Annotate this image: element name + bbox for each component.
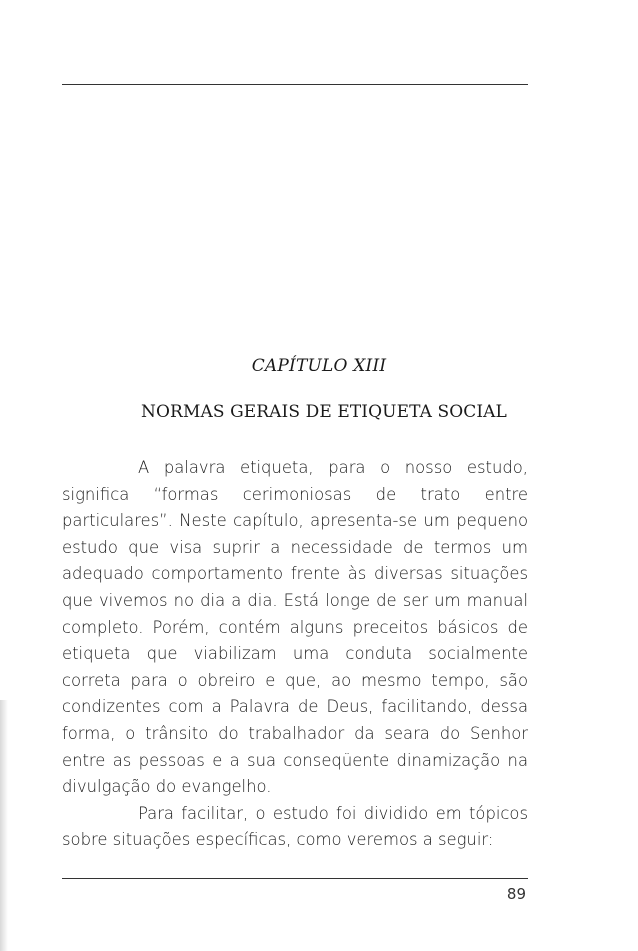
footer-rule — [62, 878, 528, 879]
page-number: 89 — [506, 885, 526, 903]
page-edge-shadow — [0, 700, 8, 951]
chapter-label: CAPÍTULO XIII — [251, 356, 387, 376]
chapter-title: NORMAS GERAIS DE ETIQUETA SOCIAL — [141, 402, 507, 422]
paragraph-topics: Para facilitar, o estudo foi dividido em tópicos sobre situações específicas, como veremos a seguir: — [62, 803, 528, 850]
body-text — [62, 455, 528, 854]
header-rule — [62, 84, 528, 85]
paragraph-intro: A palavra etiqueta, para o nosso estudo, significa “formas cerimoniosas de trato entre particulares”. Neste capítulo, apresenta-se um pequeno estudo que visa suprir a necessidade de termos um adequado comportamento frente às diversas situações que vivemos no dia a dia. Está longe de ser um manual completo. Porém, contém alguns preceitos básicos de etiqueta que viabilizam uma conduta socialmente correta para o obreiro e que, ao mesmo tempo, são condizentes com a Palavra de Deus, facilitando, dessa forma, o trânsito do trabalhador da seara do Senhor entre as pessoas e a sua conseqüente dinamização na divulgação do evangelho. — [62, 458, 528, 797]
